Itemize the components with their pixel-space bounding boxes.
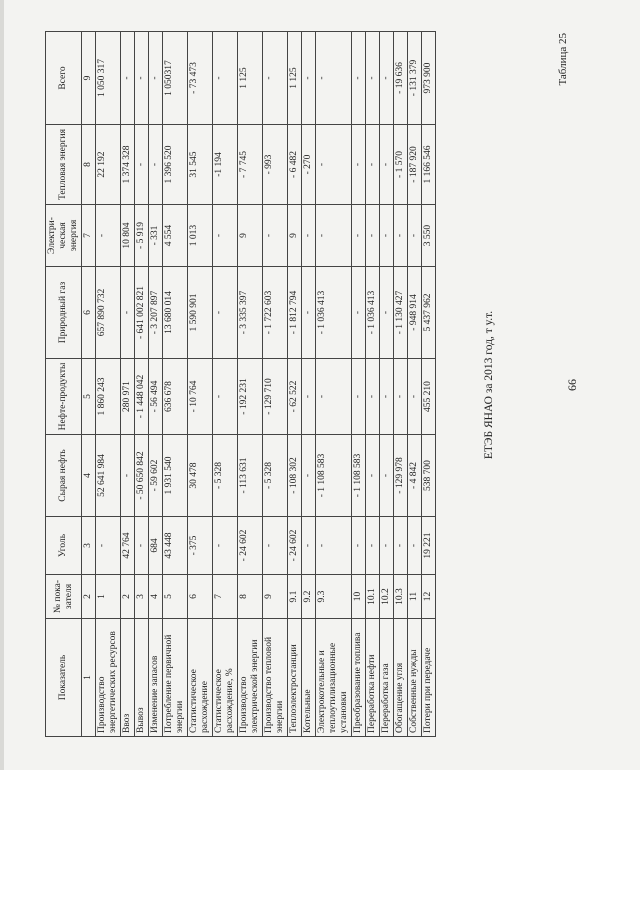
table-cell: - (121, 32, 135, 125)
table-row (288, 32, 302, 737)
row-number: 9.2 (302, 575, 316, 619)
table-cell: - (263, 32, 288, 125)
table-cell: - (302, 359, 316, 435)
table-row (408, 32, 422, 737)
table-cell: - 62 522 (288, 359, 302, 435)
row-label: Теплоэлектростанции (288, 619, 302, 737)
column-header: Показатель (46, 619, 82, 737)
table-cell: - (380, 435, 394, 517)
row-number: 11 (408, 575, 422, 619)
table-cell: - (316, 125, 352, 205)
table-cell: - (366, 517, 380, 575)
row-number: 10 (352, 575, 366, 619)
table-cell: - 10 764 (188, 359, 213, 435)
table-cell: - (263, 517, 288, 575)
table-cell: - 641 002 821 (135, 267, 149, 359)
table-cell: - (149, 125, 163, 205)
table-cell: 1 374 328 (121, 125, 135, 205)
table-cell: - 24 602 (238, 517, 263, 575)
table-cell: 1 125 (238, 32, 263, 125)
table-cell: 1 166 546 (422, 125, 436, 205)
table-cell: 280 971 (121, 359, 135, 435)
row-number: 9.3 (316, 575, 352, 619)
table-row (135, 32, 149, 737)
table-row (263, 32, 288, 737)
table-cell: - 6 482 (288, 125, 302, 205)
row-number: 10.2 (380, 575, 394, 619)
table-cell: 455 210 (422, 359, 436, 435)
table-cell: - (135, 125, 149, 205)
column-number: 9 (82, 32, 96, 125)
table-row (394, 32, 408, 737)
table-cell: 657 890 732 (96, 267, 121, 359)
table-row (316, 32, 352, 737)
table-cell: 1 590 901 (188, 267, 213, 359)
table-cell: 1 931 540 (163, 435, 188, 517)
row-number: 6 (188, 575, 213, 619)
table-cell: - (316, 32, 352, 125)
table-cell: - (96, 205, 121, 267)
column-header: Сырая нефть (46, 435, 82, 517)
table-cell: - 1 108 583 (316, 435, 352, 517)
table-cell: - (213, 267, 238, 359)
column-header: № пока-зателя (46, 575, 82, 619)
header-row (46, 32, 82, 737)
table-cell: - (302, 267, 316, 359)
table-cell: 3 550 (422, 205, 436, 267)
row-label: Преобразование топлива (352, 619, 366, 737)
table-cell: - (135, 32, 149, 125)
rotated-document-page (20, 25, 620, 745)
table-cell: - (302, 32, 316, 125)
table-cell: 538 700 (422, 435, 436, 517)
table-cell: 52 641 984 (96, 435, 121, 517)
column-header: Уголь (46, 517, 82, 575)
table-cell: - (380, 32, 394, 125)
row-number: 9.1 (288, 575, 302, 619)
row-number: 1 (96, 575, 121, 619)
table-cell: - (366, 359, 380, 435)
table-cell: - (352, 359, 366, 435)
column-number: 6 (82, 267, 96, 359)
row-number: 10.3 (394, 575, 408, 619)
table-row (422, 32, 436, 737)
table-row (302, 32, 316, 737)
table-cell: - 59 602 (149, 435, 163, 517)
column-header: Нефте-продукты (46, 359, 82, 435)
table-cell: 43 448 (163, 517, 188, 575)
table-cell: - (380, 125, 394, 205)
table-cell: - 1 108 583 (352, 435, 366, 517)
table-cell: - (380, 205, 394, 267)
table-cell: - 1 130 427 (394, 267, 408, 359)
table-cell: - 50 650 842 (135, 435, 149, 517)
row-number: 9 (263, 575, 288, 619)
table-cell: - 192 231 (238, 359, 263, 435)
table-cell: - 187 920 (408, 125, 422, 205)
column-number: 5 (82, 359, 96, 435)
row-label: Производство энергетических ресурсов (96, 619, 121, 737)
row-number: 5 (163, 575, 188, 619)
column-header: Электри-ческая энергия (46, 205, 82, 267)
row-label: Потребление первичной энергии (163, 619, 188, 737)
row-label: Изменение запасов (149, 619, 163, 737)
row-number: 12 (422, 575, 436, 619)
table-cell: 42 764 (121, 517, 135, 575)
table-cell: 13 680 014 (163, 267, 188, 359)
table-cell: 9 (238, 205, 263, 267)
table-cell: - 331 (149, 205, 163, 267)
energy-balance-table (45, 31, 436, 737)
table-cell: - (366, 205, 380, 267)
table-cell: - 73 473 (188, 32, 213, 125)
table-cell: - (408, 205, 422, 267)
table-cell: - (366, 435, 380, 517)
row-label: Обогащение угля (394, 619, 408, 737)
table-cell: - 131 379 (408, 32, 422, 125)
row-number: 3 (135, 575, 149, 619)
scan-edge (0, 0, 4, 770)
column-header: Всего (46, 32, 82, 125)
table-cell: - (394, 205, 408, 267)
row-label: Статистическое расхождение, % (213, 619, 238, 737)
row-label: Собственные нужды (408, 619, 422, 737)
table-caption: Таблица 25 (557, 33, 569, 86)
row-number: 8 (238, 575, 263, 619)
table-row (163, 32, 188, 737)
row-number: 4 (149, 575, 163, 619)
table-row (238, 32, 263, 737)
table-cell: - 948 914 (408, 267, 422, 359)
column-number: 7 (82, 205, 96, 267)
table-cell: - 129 978 (394, 435, 408, 517)
table-cell: - (213, 517, 238, 575)
table-cell: - (149, 32, 163, 125)
table-cell: - 1 722 603 (263, 267, 288, 359)
table-row (352, 32, 366, 737)
row-label: Производство электрической энергии (238, 619, 263, 737)
table-cell: 9 (288, 205, 302, 267)
table-cell: 1 396 520 (163, 125, 188, 205)
column-number: 8 (82, 125, 96, 205)
row-label: Ввоз (121, 619, 135, 737)
table-cell: - 3 335 397 (238, 267, 263, 359)
table-cell: 1 860 243 (96, 359, 121, 435)
table-cell: - 3 207 897 (149, 267, 163, 359)
column-number: 4 (82, 435, 96, 517)
table-cell: - (96, 517, 121, 575)
row-label: Потери при передаче (422, 619, 436, 737)
table-cell: 30 478 (188, 435, 213, 517)
table-cell: - (121, 435, 135, 517)
table-cell: - (380, 359, 394, 435)
page-number: 66 (565, 379, 579, 391)
table-cell: - 129 710 (263, 359, 288, 435)
table-cell: 1 125 (288, 32, 302, 125)
row-label: Котельные (302, 619, 316, 737)
column-number: 3 (82, 517, 96, 575)
row-label: Переработка нефти (366, 619, 380, 737)
table-row (121, 32, 135, 737)
table-row (188, 32, 213, 737)
column-header: Тепловая энергия (46, 125, 82, 205)
table-cell: 10 804 (121, 205, 135, 267)
table-cell: - (263, 205, 288, 267)
table-cell: - (380, 267, 394, 359)
row-number: 2 (121, 575, 135, 619)
table-cell: - (394, 517, 408, 575)
table-cell: - 1 036 413 (366, 267, 380, 359)
table-row (213, 32, 238, 737)
table-cell: - (316, 517, 352, 575)
table-cell: 636 678 (163, 359, 188, 435)
table-cell: - 5 328 (263, 435, 288, 517)
table-cell: - (394, 359, 408, 435)
table-cell: - 7 745 (238, 125, 263, 205)
table-cell: - (213, 205, 238, 267)
row-label: Вывоз (135, 619, 149, 737)
table-cell: - 108 302 (288, 435, 302, 517)
column-number: 2 (82, 575, 96, 619)
table-cell: - 993 (263, 125, 288, 205)
table-cell: - (352, 205, 366, 267)
table-cell: - (316, 359, 352, 435)
row-label: Электрокотельные и теплоутилизационные установки (316, 619, 352, 737)
table-row (366, 32, 380, 737)
table-cell: - 5 919 (135, 205, 149, 267)
table-cell: - (366, 32, 380, 125)
table-cell: 1 050317 (163, 32, 188, 125)
table-cell: 19 221 (422, 517, 436, 575)
table-cell: -1 194 (213, 125, 238, 205)
column-number-row (82, 32, 96, 737)
table-cell: 684 (149, 517, 163, 575)
table-cell: - 1 036 413 (316, 267, 352, 359)
table-row (96, 32, 121, 737)
table-cell: 1 013 (188, 205, 213, 267)
table-cell: - (135, 517, 149, 575)
table-cell: - (302, 205, 316, 267)
row-label: Статистическое расхождение (188, 619, 213, 737)
table-cell: - 1 570 (394, 125, 408, 205)
table-row (149, 32, 163, 737)
table-cell: 973 900 (422, 32, 436, 125)
table-cell: - 19 636 (394, 32, 408, 125)
table-cell: - (213, 32, 238, 125)
table-cell: - 113 631 (238, 435, 263, 517)
table-cell: - (352, 267, 366, 359)
table-cell: 5 437 962 (422, 267, 436, 359)
table-cell: 22 192 (96, 125, 121, 205)
table-cell: - (352, 125, 366, 205)
table-cell: - 24 602 (288, 517, 302, 575)
table-cell: - 375 (188, 517, 213, 575)
table-cell: - (352, 32, 366, 125)
table-cell: - (380, 517, 394, 575)
table-cell: - (213, 359, 238, 435)
table-cell: - (302, 517, 316, 575)
table-cell: - (302, 435, 316, 517)
row-number: 10.1 (366, 575, 380, 619)
table-cell: 1 050 317 (96, 32, 121, 125)
table-cell: - (121, 267, 135, 359)
column-number: 1 (82, 619, 96, 737)
table-cell: - (366, 125, 380, 205)
column-header: Природный газ (46, 267, 82, 359)
table-cell: - (408, 359, 422, 435)
row-label: Производство тепловой энергии (263, 619, 288, 737)
row-label: Переработка газа (380, 619, 394, 737)
table-cell: - 4 842 (408, 435, 422, 517)
document-title: ЕТЭБ ЯНАО за 2013 год, т у.т. (483, 310, 495, 460)
table-row (380, 32, 394, 737)
table-cell: - 1 448 042 (135, 359, 149, 435)
table-cell: - 5 328 (213, 435, 238, 517)
table-cell: - 56 494 (149, 359, 163, 435)
row-number: 7 (213, 575, 238, 619)
table-cell: - (352, 517, 366, 575)
table-cell: 4 554 (163, 205, 188, 267)
table-cell: - (316, 205, 352, 267)
table-cell: - 1 812 794 (288, 267, 302, 359)
table-cell: 31 545 (188, 125, 213, 205)
table-cell: - (408, 517, 422, 575)
table-cell: - 270 (302, 125, 316, 205)
